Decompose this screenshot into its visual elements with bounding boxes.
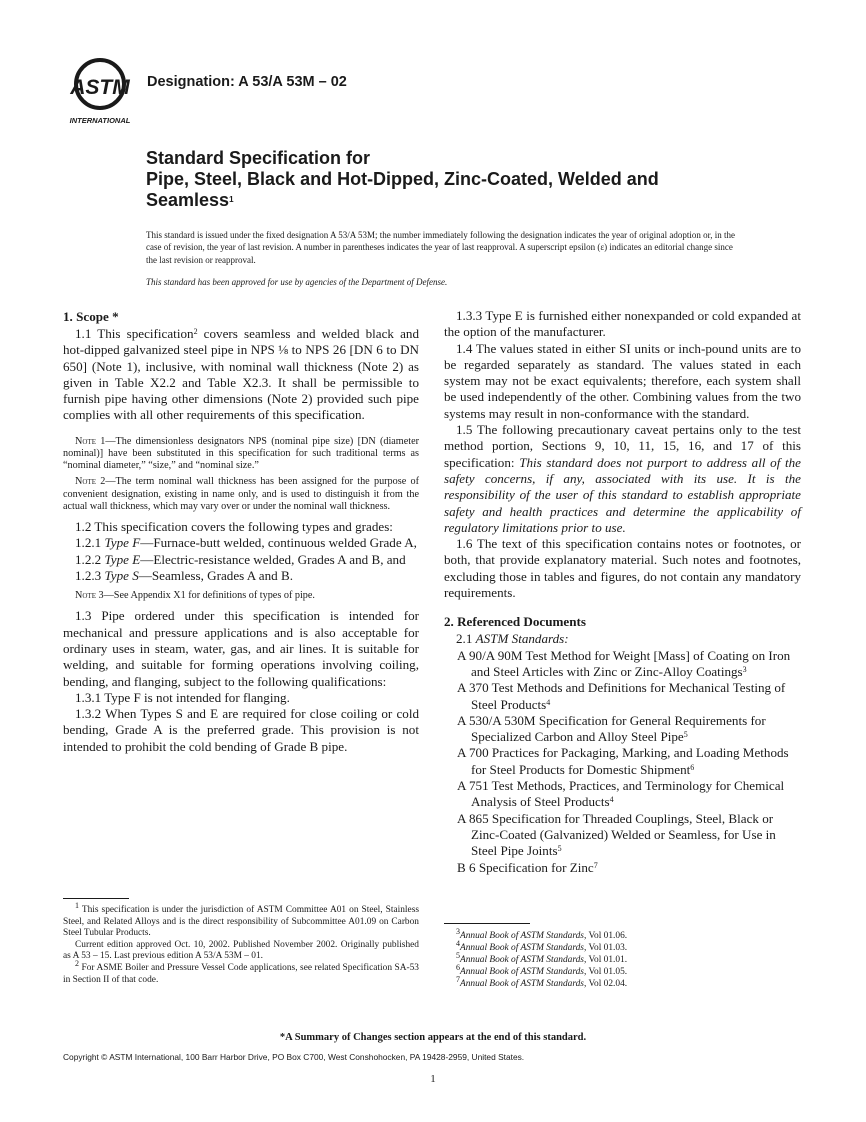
book-title: Annual Book of ASTM Standards: [460, 955, 584, 965]
footnote-marker: 2: [193, 327, 198, 336]
paragraph-1-2-1: [63, 535, 419, 551]
volume: , Vol 02.04.: [583, 979, 628, 989]
title-line-3: [146, 190, 786, 211]
book-title: Annual Book of ASTM Standards: [460, 931, 584, 941]
title-footnote-marker: 1: [229, 195, 234, 204]
note-text: —See Appendix X1 for definitions of types of pipe.: [103, 590, 315, 602]
paragraph-1-4: 1.4 The values stated in either SI units or inch-pound units are to be regarded separately as standard. The values stated in each system may not be exact equivalents; therefore, each system shall be used independently of the other. Combining values from the two systems may result in non-conformance with the standard.: [444, 340, 801, 421]
footnote-4: [444, 939, 801, 954]
footnote-text: This specification is under the jurisdiction of ASTM Committee A01 on Steel, Stainless Steel, and Related Alloys and is the direct responsibility of Subcommittee A01.09 on Carbon Steel Tubular Products.: [63, 905, 419, 939]
paragraph-1-2-3: [63, 568, 419, 584]
footnote-marker: 6: [456, 963, 460, 972]
reference-text: A 370 Test Methods and Definitions for Mechanical Testing of Steel Products: [457, 680, 786, 712]
note-text: —The dimensionless designators NPS (nominal pipe size) [DN (diameter nominal)] have been substituted in this specification for such traditional terms as “nominal diameter,” “size,” and “nominal size.”: [63, 435, 419, 472]
left-column: [63, 308, 419, 755]
volume: , Vol 01.03.: [583, 943, 628, 953]
footnote-marker: 7: [593, 860, 598, 870]
reference-text: A 530/A 530M Specification for General Requirements for Specialized Carbon and Alloy Steel Pipe: [457, 712, 766, 745]
footnote-marker: 3: [742, 664, 747, 674]
footnotes-right: [444, 927, 801, 990]
footnote-marker: 5: [456, 951, 460, 960]
footnote-1: [63, 901, 419, 940]
reference-item: [457, 648, 801, 681]
section-heading-referenced-documents: 2. Referenced Documents: [444, 614, 586, 630]
footnote-marker: 7: [456, 975, 460, 984]
footnote-3: [444, 927, 801, 942]
reference-text: A 865 Specification for Threaded Couplings, Steel, Black or Zinc-Coated (Galvanized) Welded or Seamless, for Use in Steel Pipe Joints: [457, 810, 776, 859]
reference-text: A 90/A 90M Test Method for Weight [Mass] of Coating on Iron and Steel Articles with Zinc or Zinc-Alloy Coatings: [457, 647, 791, 679]
reference-text: A 751 Test Methods, Practices, and Terminology for Chemical Analysis of Steel Products: [457, 778, 785, 810]
paragraph-1-3-2: 1.3.2 When Types S and E are required for close coiling or cold bending, Grade A is the preferred grade. This provision is not intended to prohibit the cold bending of Grade B pipe.: [63, 706, 419, 754]
section-heading-scope: 1. Scope *: [63, 309, 119, 324]
reference-item: [457, 860, 801, 876]
paragraph-1-5: [444, 422, 801, 536]
page-number: 1: [430, 1073, 436, 1085]
footnote-marker: 3: [456, 927, 460, 936]
note-3: [63, 590, 419, 602]
paragraph-1-2: 1.2 This specification covers the following types and grades:: [75, 519, 393, 534]
type-label: Type E: [104, 551, 141, 567]
right-column: [444, 308, 801, 876]
footnote-1-continued: Current edition approved Oct. 10, 2002. Published November 2002. Originally published as A 53 – 15. Last previous edition A 53/A 53M – 01.: [63, 939, 419, 962]
note-1: [63, 436, 419, 473]
paragraph-1-1-b: covers seamless and welded black and hot-dipped galvanized steel pipe in NPS ⅛ to NPS 26 [DN 6 to DN 650] (Note 1), inclusive, with nominal wall thickness (Note 2) as given in Table X2.2 and Table X2.3. It shall be permissible to furnish pipe having other dimensions (Note 2) provided such pipe complies with all other requirements of this specification.: [63, 326, 419, 423]
footnote-marker: 5: [683, 730, 688, 740]
footnote-marker: 6: [690, 762, 695, 772]
footnotes-left: [63, 901, 419, 986]
reference-item: [457, 745, 801, 778]
volume: , Vol 01.01.: [583, 955, 628, 965]
approved-note: This standard has been approved for use by agencies of the Department of Defense.: [146, 277, 448, 287]
footnote-2: [63, 958, 419, 986]
footnote-6: [444, 963, 801, 978]
clause-number: 1.2.3: [75, 567, 105, 583]
reference-item: [457, 680, 801, 713]
reference-text: A 700 Practices for Packaging, Marking, and Loading Methods for Steel Products for Domestic Shipment: [457, 745, 789, 777]
volume: , Vol 01.06.: [583, 931, 628, 941]
footnote-divider-right: [444, 923, 530, 924]
note-2: [63, 476, 419, 513]
footnote-divider-left: [63, 898, 129, 899]
footnote-text: For ASME Boiler and Pressure Vessel Code applications, see related Specification SA-53 in Section II of that code.: [63, 962, 419, 985]
clause-text: —Electric-resistance welded, Grades A and B, and: [140, 551, 406, 567]
designation: Designation: A 53/A 53M – 02: [147, 74, 347, 90]
type-label: Type S: [104, 567, 139, 583]
reference-item: [457, 778, 801, 811]
volume: , Vol 01.05.: [583, 967, 628, 977]
paragraph-1-1: [63, 326, 419, 424]
logo-text: ASTM: [70, 76, 130, 99]
footnote-5: [444, 951, 801, 966]
reference-item: [457, 811, 801, 860]
book-title: Annual Book of ASTM Standards: [460, 943, 584, 953]
paragraph-1-3-3: 1.3.3 Type E is furnished either nonexpanded or cold expanded at the option of the manufacturer.: [444, 308, 801, 340]
paragraph-1-5-a: 1.5 The following precautionary caveat pertains only to the test method portion, Sections 9, 10, 11, 15, 16, and 17 of this specification:: [444, 422, 801, 470]
summary-of-changes-note: *A Summary of Changes section appears at the end of this standard.: [279, 1032, 587, 1043]
footnote-marker: 4: [546, 697, 551, 707]
paragraph-1-2-2: [63, 552, 419, 568]
title-line-2: Pipe, Steel, Black and Hot-Dipped, Zinc-Coated, Welded and: [146, 169, 659, 189]
safety-caveat: This standard does not purport to address all of the safety concerns, if any, associated with its use. It is the responsibility of the user of this standard to establish appropriate safety and health practices and determine the applicability of regulatory limitations prior to use.: [444, 454, 801, 535]
paragraph-1-3-1: 1.3.1 Type F is not intended for flanging.: [75, 689, 290, 705]
title-line-3-text: Seamless: [146, 190, 230, 210]
paragraph-1-6: 1.6 The text of this specification contains notes or footnotes, or both, that provide explanatory material. Such notes and footnotes, excluding those in tables and figures, do not contain any mandatory requirements.: [444, 536, 801, 601]
clause-number: 1.2.2: [75, 551, 105, 567]
note-label: Note 1: [75, 435, 106, 447]
document-title: [146, 148, 786, 211]
footnote-marker: 5: [557, 844, 562, 854]
footnote-marker: 1: [75, 901, 79, 910]
note-label: Note 3: [75, 590, 104, 602]
astm-logo-mark: [62, 58, 138, 126]
issue-note: This standard is issued under the fixed designation A 53/A 53M; the number immediately following the designation indicates the year of original adoption or, in the case of revision, the year of last revision. A number in parentheses indicates the year of last reapproval. A superscript epsilon (ε) indicates an editorial change since the last revision or reapproval.: [146, 230, 736, 265]
paragraph-2-1: [444, 631, 801, 647]
footnote-marker: 4: [609, 795, 614, 805]
book-title: Annual Book of ASTM Standards: [460, 967, 584, 977]
clause-number: 1.2.1: [75, 535, 105, 551]
astm-logo: [62, 58, 138, 126]
note-label: Note 2: [75, 476, 106, 488]
paragraph-1-3: 1.3 Pipe ordered under this specification is intended for mechanical and pressure applications and is also acceptable for ordinary uses in steam, water, gas, and air lines. It is suitable for welding, and suitable for forming operations involving coiling, bending, and flanging, subject to the following qualifications:: [63, 608, 419, 689]
clause-text: —Seamless, Grades A and B.: [138, 567, 293, 583]
reference-text: B 6 Specification for Zinc: [457, 859, 594, 875]
type-label: Type F: [104, 535, 141, 551]
clause-title: ASTM Standards:: [475, 631, 569, 647]
paragraph-1-1-a: 1.1 This specification: [75, 326, 194, 341]
book-title: Annual Book of ASTM Standards: [460, 979, 584, 989]
logo-subtext: INTERNATIONAL: [69, 116, 131, 125]
copyright-line: Copyright © ASTM International, 100 Barr Harbor Drive, PO Box C700, West Conshohocken, PA 19428-2959, United States.: [63, 1052, 525, 1062]
title-line-1: Standard Specification for: [146, 148, 371, 168]
reference-item: [457, 713, 801, 746]
footnote-marker: 2: [75, 958, 79, 968]
clause-number: 2.1: [456, 631, 476, 647]
reference-list: [444, 648, 801, 876]
clause-text: —Furnace-butt welded, continuous welded Grade A,: [140, 535, 417, 551]
footnote-marker: 4: [456, 939, 460, 948]
note-text: —The term nominal wall thickness has been assigned for the purpose of convenient designation, existing in name only, and is used to distinguish it from the actual wall thickness, which may vary over or under the nominal wall thickness.: [63, 476, 420, 512]
footnote-7: [444, 975, 801, 990]
